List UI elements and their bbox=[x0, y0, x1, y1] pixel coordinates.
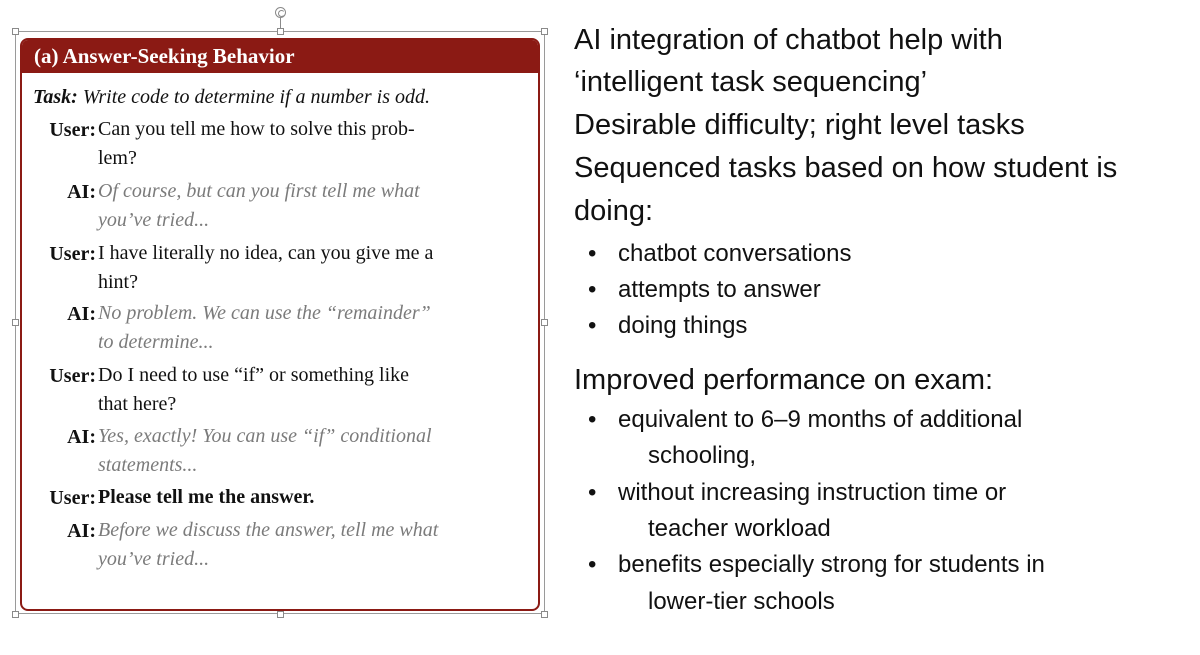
turn-text bbox=[98, 483, 498, 512]
speaker-label: AI: bbox=[67, 181, 96, 203]
turn-line: hint? bbox=[98, 271, 138, 293]
answer-seeking-card bbox=[20, 38, 540, 611]
turn-line: you’ve tried... bbox=[98, 548, 210, 570]
bullet-item: • benefits especially strong for students in bbox=[618, 551, 1045, 579]
turn-text bbox=[98, 516, 498, 574]
turn-text bbox=[98, 361, 498, 419]
turn-text bbox=[98, 239, 498, 297]
note-line: Sequenced tasks based on how student is bbox=[574, 152, 1118, 184]
resize-handle-top-right[interactable] bbox=[541, 28, 548, 35]
bullet-item: • without increasing instruction time or bbox=[618, 479, 1006, 507]
speaker-label: AI: bbox=[67, 303, 96, 325]
card-title: (a) Answer-Seeking Behavior bbox=[22, 40, 538, 73]
turn-text bbox=[98, 177, 498, 235]
turn-text bbox=[98, 115, 498, 173]
turn-line: you’ve tried... bbox=[98, 209, 210, 231]
resize-handle-top-left[interactable] bbox=[12, 28, 19, 35]
speaker-label: User: bbox=[49, 243, 96, 265]
resize-handle-left[interactable] bbox=[12, 319, 19, 326]
speaker-label: AI: bbox=[67, 520, 96, 542]
task-label: Task: bbox=[33, 86, 78, 108]
turn-line: Of course, but can you first tell me what bbox=[98, 180, 420, 202]
speaker-label: User: bbox=[49, 487, 96, 509]
note-line: doing: bbox=[574, 195, 654, 227]
resize-handle-bottom-left[interactable] bbox=[12, 611, 19, 618]
turn-text bbox=[98, 299, 498, 357]
task-line bbox=[33, 86, 430, 109]
resize-handle-bottom-right[interactable] bbox=[541, 611, 548, 618]
turn-line: I have literally no idea, can you give me a bbox=[98, 242, 434, 264]
note-line: Improved performance on exam: bbox=[574, 364, 994, 396]
speaker-label: User: bbox=[49, 119, 96, 141]
note-line: AI integration of chatbot help with bbox=[574, 24, 1003, 56]
resize-handle-bottom[interactable] bbox=[277, 611, 284, 618]
turn-line: Do I need to use “if” or something like bbox=[98, 364, 410, 386]
bullet-item: • doing things bbox=[618, 312, 747, 340]
turn-line: Before we discuss the answer, tell me what bbox=[98, 519, 439, 541]
turn-line: statements... bbox=[98, 454, 198, 476]
resize-handle-top[interactable] bbox=[277, 28, 284, 35]
turn-line: that here? bbox=[98, 393, 177, 415]
bullet-continuation: schooling, bbox=[648, 442, 757, 469]
task-text: Write code to determine if a number is odd. bbox=[82, 86, 430, 108]
turn-line: to determine... bbox=[98, 331, 214, 353]
turn-text bbox=[98, 422, 498, 480]
bullet-continuation: lower-tier schools bbox=[648, 588, 835, 615]
note-line: Desirable difficulty; right level tasks bbox=[574, 109, 1025, 141]
bullet-item: • equivalent to 6–9 months of additional bbox=[618, 406, 1022, 434]
speaker-label: AI: bbox=[67, 426, 96, 448]
speaker-label: User: bbox=[49, 365, 96, 387]
turn-line: Please tell me the answer. bbox=[98, 486, 315, 508]
bullet-item: • attempts to answer bbox=[618, 276, 821, 304]
turn-line: lem? bbox=[98, 147, 137, 169]
turn-line: No problem. We can use the “remainder” bbox=[98, 302, 431, 324]
turn-line: Yes, exactly! You can use “if” conditional bbox=[98, 425, 432, 447]
bullet-item: • chatbot conversations bbox=[618, 240, 851, 268]
turn-line: Can you tell me how to solve this prob- bbox=[98, 118, 415, 140]
rotate-handle-icon[interactable] bbox=[275, 7, 286, 18]
bullet-continuation: teacher workload bbox=[648, 515, 831, 542]
note-line: ‘intelligent task sequencing’ bbox=[574, 66, 928, 98]
resize-handle-right[interactable] bbox=[541, 319, 548, 326]
